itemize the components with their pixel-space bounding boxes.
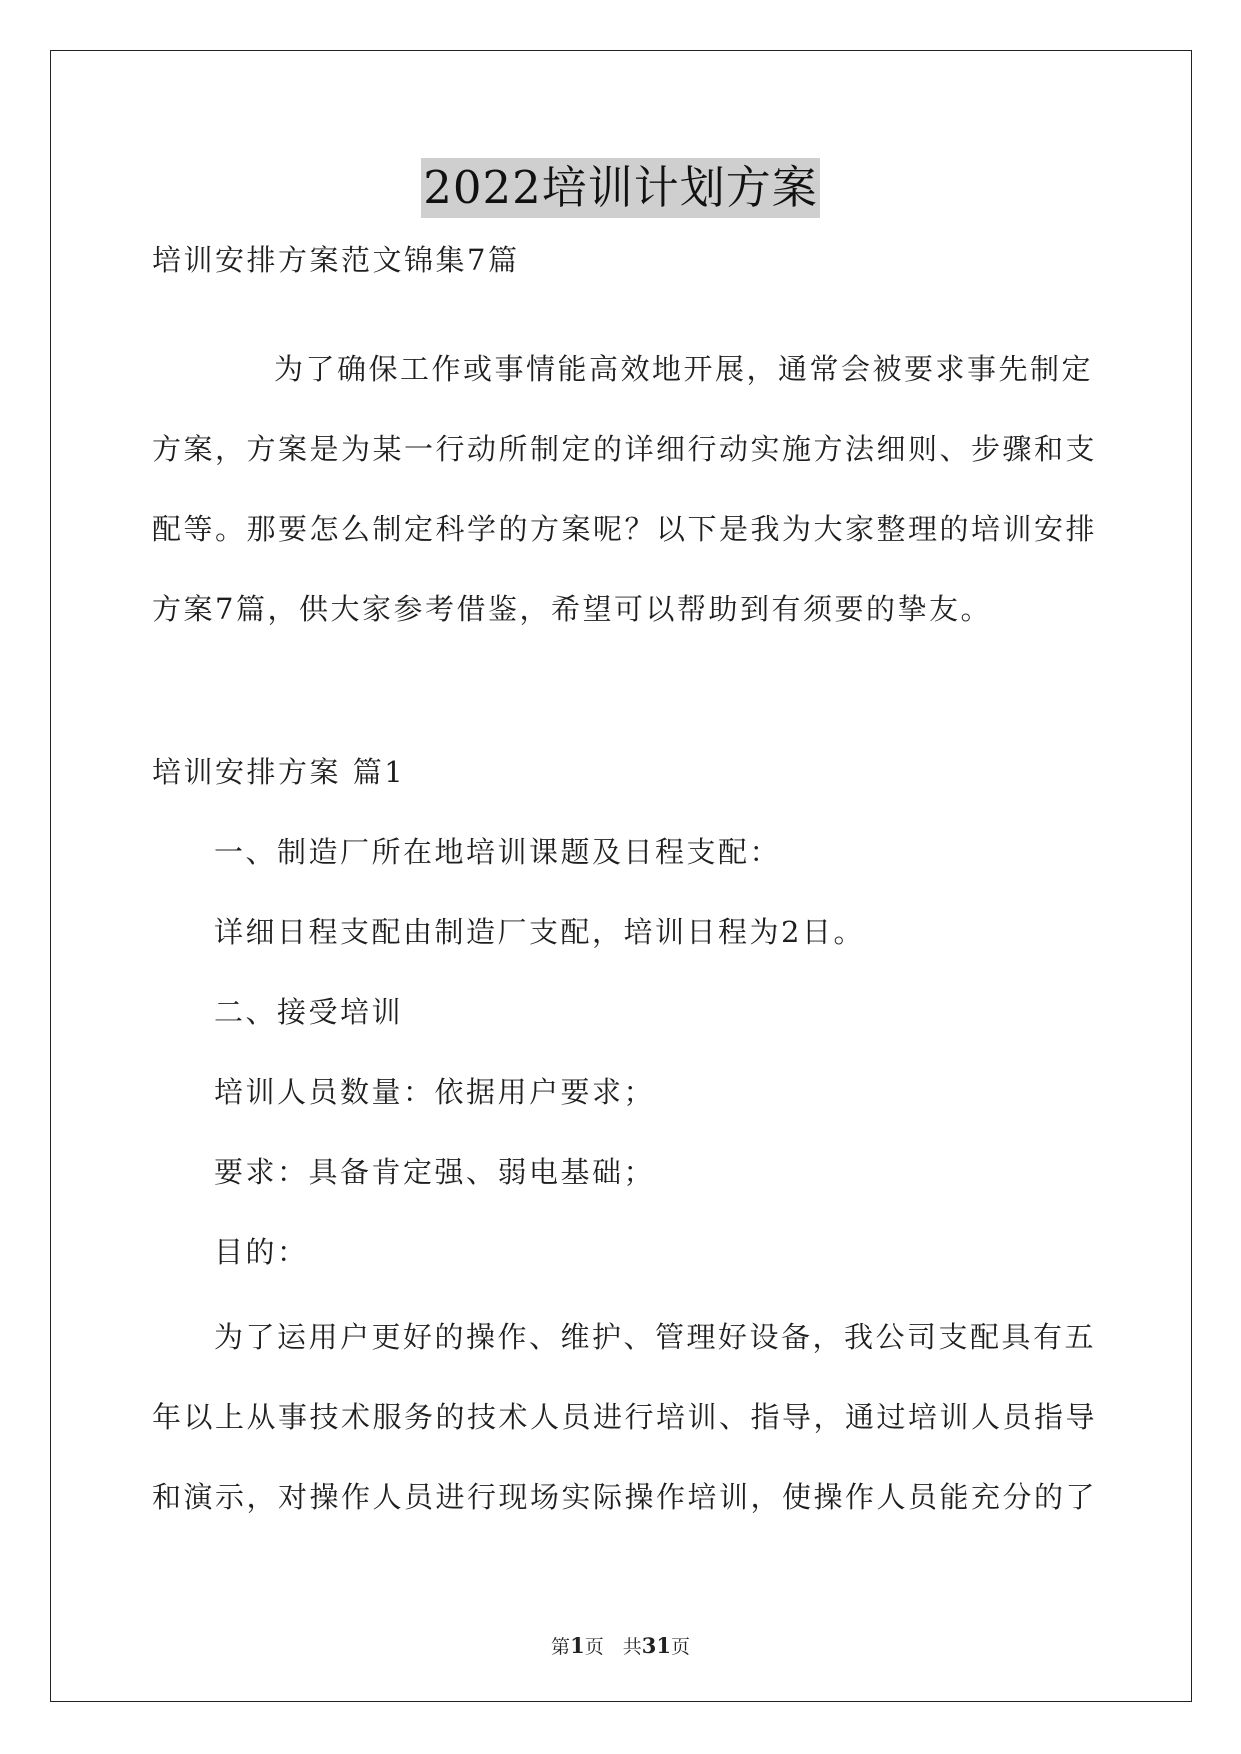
intro-line-2: 方案，方案是为某一行动所制定的详细行动实施方法细则、步骤和支 — [152, 432, 1098, 466]
body-line-2: 年以上从事技术服务的技术人员进行培训、指导，通过培训人员指导 — [152, 1400, 1098, 1434]
document-title: 2022培训计划方案 — [421, 158, 820, 218]
footer-total-pages: 31 — [641, 1633, 671, 1658]
title-container — [0, 158, 1241, 218]
body-line-3: 和演示，对操作人员进行现场实际操作培训，使操作人员能充分的了 — [152, 1480, 1098, 1514]
footer-prefix: 第 — [551, 1636, 571, 1658]
footer-page-number: 1 — [570, 1633, 585, 1658]
footer-suffix: 页 — [670, 1636, 690, 1658]
body-line-1: 为了运用户更好的操作、维护、管理好设备，我公司支配具有五 — [214, 1320, 1097, 1354]
subtitle: 培训安排方案范文锦集7篇 — [152, 243, 520, 277]
item-1: 一、制造厂所在地培训课题及日程支配： — [214, 835, 782, 869]
page-footer — [0, 1634, 1241, 1659]
page-border — [50, 50, 1192, 1702]
intro-line-1: 为了确保工作或事情能高效地开展，通常会被要求事先制定 — [274, 352, 1094, 386]
item-3: 二、接受培训 — [214, 995, 404, 1029]
section-heading: 培训安排方案 篇1 — [152, 755, 406, 789]
item-5: 要求：具备肯定强、弱电基础； — [214, 1155, 656, 1189]
intro-line-4: 方案7篇，供大家参考借鉴，希望可以帮助到有须要的挚友。 — [152, 592, 992, 626]
item-2: 详细日程支配由制造厂支配，培训日程为2日。 — [214, 915, 865, 949]
item-4: 培训人员数量：依据用户要求； — [214, 1075, 656, 1109]
intro-line-3: 配等。那要怎么制定科学的方案呢？以下是我为大家整理的培训安排 — [152, 512, 1098, 546]
footer-middle: 页 共 — [584, 1636, 642, 1658]
item-6: 目的： — [214, 1235, 309, 1269]
